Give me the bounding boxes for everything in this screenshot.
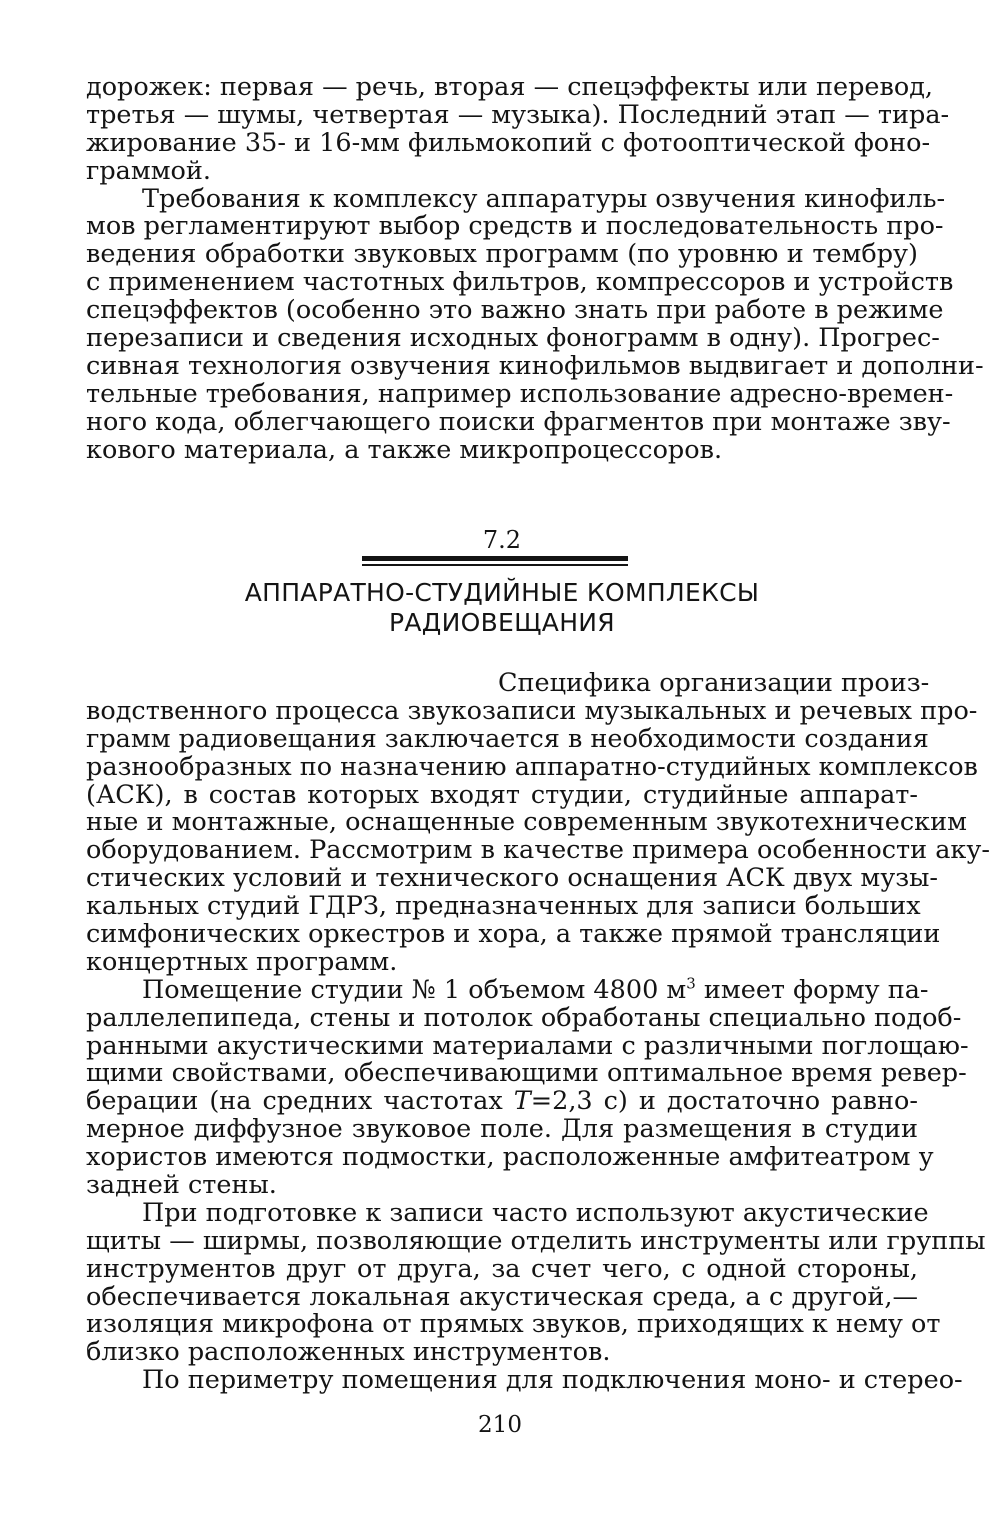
section-title <box>86 578 918 638</box>
text-line: водственного процесса звукозаписи музыкальных и речевых про- <box>86 695 978 726</box>
text-line: инструментов друг от друга, за счет чего, с одной стороны, <box>86 1253 918 1284</box>
top-text-block <box>86 72 984 465</box>
paragraph <box>86 72 950 186</box>
text-segment: Помещение студии № 1 объемом 4800 м <box>142 974 687 1005</box>
text-line: третья — шумы, четвертая — музыка). Последний этап — тира- <box>86 99 950 130</box>
text-line: грамм радиовещания заключается в необходимости создания <box>86 723 929 754</box>
text-line <box>86 1088 918 1116</box>
text-line: Специфика организации произ- <box>498 668 930 698</box>
text-line: оборудованием. Рассмотрим в качестве примера особенности аку- <box>86 835 990 866</box>
section-number: 7.2 <box>482 526 522 554</box>
paragraph <box>86 668 990 977</box>
text-line: раллелепипеда, стены и потолок обработаны специально подоб- <box>86 1002 962 1033</box>
text-line: мов регламентируют выбор средств и последовательность про- <box>86 211 944 242</box>
body-text-block <box>86 668 990 1396</box>
text-line: обеспечивается локальная акустическая среда, а с другой,— <box>86 1281 918 1312</box>
text-line: При подготовке к записи часто используют акустические <box>142 1197 929 1228</box>
text-line: изоляция микрофона от прямых звуков, приходящих к нему от <box>86 1309 941 1340</box>
text-line: близко расположенных инструментов. <box>86 1337 611 1368</box>
text-line: кового материала, а также микропроцессоров. <box>86 434 723 465</box>
text-line: ного кода, облегчающего поиски фрагментов при монтаже зву- <box>86 406 951 437</box>
text-line: хористов имеются подмостки, расположенные амфитеатром у <box>86 1142 934 1173</box>
paragraph <box>86 1365 963 1396</box>
text-segment: имеет форму па- <box>695 974 929 1005</box>
text-line: (АСК), в состав которых входят студии, студийные аппарат- <box>86 779 918 810</box>
paragraph <box>86 1197 986 1368</box>
text-line: ные и монтажные, оснащенные современным звукотехническим <box>86 807 967 838</box>
paragraph <box>86 183 984 465</box>
text-line: дорожек: первая — речь, вторая — спецэффекты или перевод, <box>86 72 934 102</box>
text-line: мерное диффузное звуковое поле. Для размещения в студии <box>86 1114 918 1145</box>
text-line: концертных программ. <box>86 946 398 977</box>
section-title-line: АППАРАТНО-СТУДИЙНЫЕ КОМПЛЕКСЫ <box>244 578 760 607</box>
italic-variable: T <box>513 1086 531 1117</box>
paragraph <box>86 974 969 1201</box>
text-line: симфонических оркестров и хора, а также прямой трансляции <box>86 919 941 950</box>
text-line: стических условий и технического оснащения АСК двух музы- <box>86 863 939 894</box>
text-line: кальных студий ГДРЗ, предназначенных для записи больших <box>86 891 921 922</box>
text-line: граммой. <box>86 155 212 186</box>
text-line: щими свойствами, обеспечивающими оптимальное время ревер- <box>86 1058 967 1089</box>
text-line: ранными акустическими материалами с различными поглощаю- <box>86 1030 969 1061</box>
section-rule-thin <box>362 564 628 566</box>
text-line: тельные требования, например использование адресно-времен- <box>86 378 954 409</box>
text-segment: =2,3 с) и достаточно равно- <box>530 1086 918 1117</box>
text-line: жирование 35- и 16-мм фильмокопий с фотооптической фоно- <box>86 127 931 158</box>
text-line: разнообразных по назначению аппаратно-студийных комплексов <box>86 751 978 782</box>
text-line: спецэффектов (особенно это важно знать при работе в режиме <box>86 295 944 326</box>
text-line: с применением частотных фильтров, компрессоров и устройств <box>86 267 954 298</box>
text-line: По периметру помещения для подключения моно- и стерео- <box>142 1365 963 1396</box>
text-line: задней стены. <box>86 1170 277 1201</box>
section-title-line: РАДИОВЕЩАНИЯ <box>389 608 615 637</box>
section-rule-thick <box>362 556 628 561</box>
text-line: Требования к комплексу аппаратуры озвучения кинофиль- <box>142 183 946 214</box>
superscript: 3 <box>686 974 696 993</box>
page-number: 210 <box>478 1412 522 1438</box>
text-segment: берации (на средних частотах <box>86 1086 514 1117</box>
text-line <box>86 974 929 1005</box>
text-line: сивная технология озвучения кинофильмов выдвигает и дополни- <box>86 350 984 381</box>
text-line: перезаписи и сведения исходных фонограмм в одну). Прогрес- <box>86 323 940 354</box>
text-line: щиты — ширмы, позволяющие отделить инструменты или группы <box>86 1225 986 1256</box>
text-line: ведения обработки звуковых программ (по уровню и тембру) <box>86 239 918 270</box>
